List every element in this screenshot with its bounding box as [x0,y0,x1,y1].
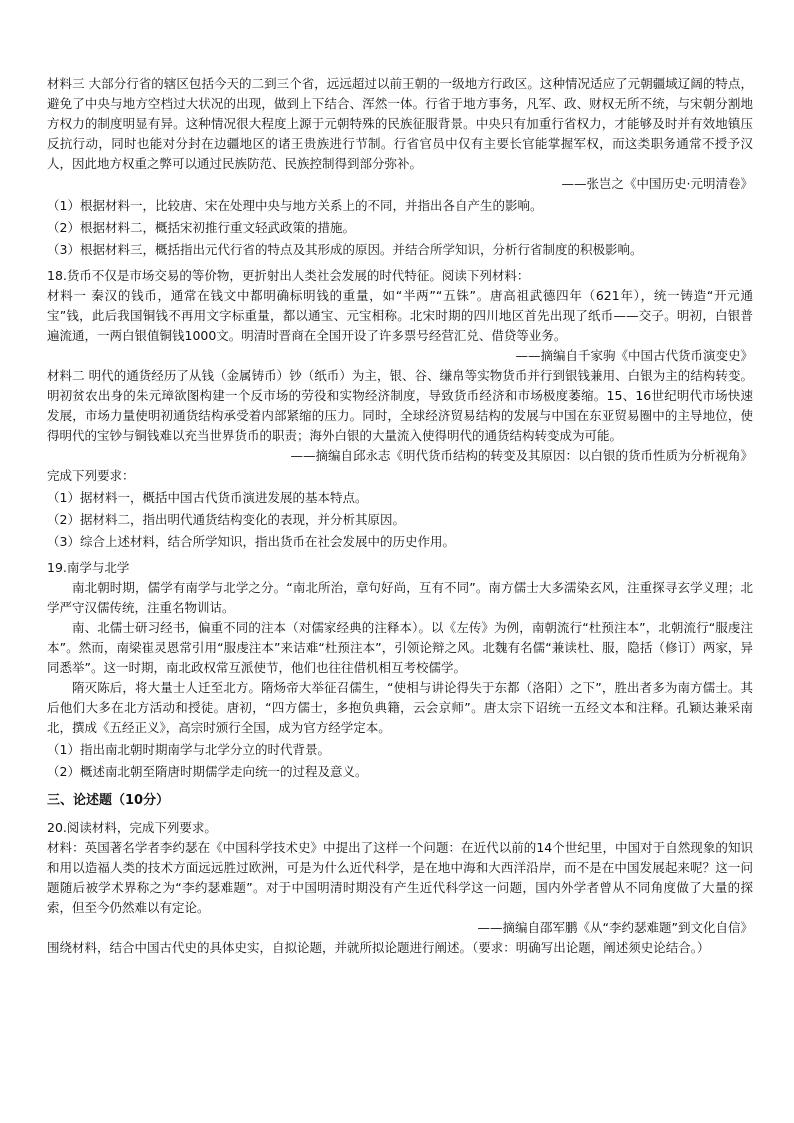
q19-question-2: （2）概述南北朝至隋唐时期儒学走向统一的过程及意义。 [47,764,368,779]
q17-question-3: （3）根据材料三，概括指出元代行省的特点及其形成的原因。并结合所学知识，分析行省制度的积极影响。 [47,242,643,257]
q17-question-1: （1）根据材料一，比较唐、宋在处理中央与地方关系上的不同，并指出各自产生的影响。 [47,198,543,213]
q19-paragraph-3: 隋灭陈后，将大量士人迁至北方。隋炀帝大举征召儒生，“使相与讲论得失于东都（洛阳）之下”，胜出者多为南方儒士。其后他们大多在北方活动和授徒。唐初，“四方儒士，多抱负典籍，云会京师”。唐太宗下诏统一五经文本和注释。孔颖达兼采南北，撰成《五经正义》，高宗时颁行全国，成为官方经学定本。 [47,680,753,735]
q19-title: 19.南学与北学 [47,560,130,575]
q18-title: 18.货币不仅是市场交易的等价物，更折射出人类社会发展的时代特征。阅读下列材料： [47,268,530,283]
q18-instruction: 完成下列要求： [47,468,135,483]
q20-material: 材料：英国著名学者李约瑟在《中国科学技术史》中提出了这样一个问题：在近代以前的14个世纪里，中国对于自然现象的知识和用以造福人类的技术方面远远胜过欧洲，可是为什么近代科学，是在地中海和大西洋沿岸，而不是在中国发展起来呢？这一问题随后被学术界称之为“李约瑟难题”。对于中国明清时期没有产生近代科学这一问题，国内外学者曾从不同角度做了大量的探索，但至今仍然难以有定论。 [47,840,753,915]
q18-question-3: （3）综合上述材料，结合所学知识，指出货币在社会发展中的历史作用。 [47,534,455,549]
q18-material-1: 材料一 秦汉的钱币，通常在钱文中都明确标明钱的重量，如“半两”“五铢”。唐高祖武德四年（621年），统一铸造“开元通宝”钱，此后我国铜钱不再用文字标重量，都以通宝、元宝相称。北宋时期的四川地区首先出现了纸币——交子。明初，白银普遍流通，一两白银值铜钱1000文。明清时晋商在全国开设了许多票号经营汇兑、借贷等业务。 [47,288,753,343]
q19-paragraph-2: 南、北儒士研习经书，偏重不同的注本（对儒家经典的注释本）。以《左传》为例，南朝流行“杜预注本”，北朝流行“服虔注本”。然而，南梁崔灵恩常引用“服虔注本”来诘难“杜预注本”，引领论辩之风。北魏有名儒“兼读杜、服，隐括（修订）两家，异同悉举”。这一时期，南北政权常互派使节，他们也往往借机相互考校儒学。 [47,620,753,675]
section-heading: 三、论述题（10分） [47,793,170,808]
q17-material-3: 材料三 大部分行省的辖区包括今天的二到三个省，远远超过以前王朝的一级地方行政区。这种情况适应了元朝疆域辽阔的特点，避免了中央与地方空档过大状况的出现，做到上下结合、浑然一体。行省于地方事务，凡军、政、财权无所不统，与宋朝分割地方权力的制度明显有异。这种情况很大程度上源于元朝特殊的民族征服背景。中央只有加重行省权力，才能够及时并有效地镇压反抗行动，同时也能对分封在边疆地区的诸王贵族进行节制。行省官员中仅有主要长官能掌握军权，而这类职务通常不授予汉人，因此地方权重之弊可以通过民族防范、民族控制得到部分弥补。 [47,76,753,171]
q19-question-1: （1）指出南北朝时期南学与北学分立的时代背景。 [47,742,330,757]
q17-question-2: （2）根据材料二，概括宋初推行重文轻武政策的措施。 [47,220,355,235]
q18-material-2: 材料二 明代的通货经历了从钱（金属铸币）钞（纸币）为主，银、谷、缣帛等实物货币并行到银钱兼用、白银为主的结构转变。明初贫农出身的朱元璋欲图构建一个反市场的劳役和实物经济制度，导致货币经济和市场极度萎缩。15、16世纪明代市场快速发展，市场力量使明初通货结构承受着内部紧缩的压力。同时，全球经济贸易结构的发展与中国在东亚贸易圈中的主导地位，使得明代的宝钞与铜钱难以充当世界货币的职责；海外白银的大量流入使得明代的通货结构转变成为可能。 [47,368,753,443]
q18-source-2: ——摘编自邱永志《明代货币结构的转变及其原因：以白银的货币性质为分析视角》 [290,448,753,463]
q18-question-2: （2）据材料二，指出明代通货结构变化的表现，并分析其原因。 [47,512,405,527]
q20-title: 20.阅读材料，完成下列要求。 [47,820,217,835]
q18-source-1: ——摘编自千家驹《中国古代货币演变史》 [515,348,753,363]
q20-requirement: 围绕材料，结合中国古代史的具体史实，自拟论题，并就所拟论题进行阐述。（要求：明确写出论题，阐述须史论结合。） [47,940,710,955]
q20-source: ——摘编自邵军鹏《从“李约瑟难题”到文化自信》 [477,920,753,935]
q18-question-1: （1）据材料一，概括中国古代货币演进发展的基本特点。 [47,490,368,505]
q17-source-3: ——张岂之《中国历史·元明清卷》 [561,176,753,191]
exam-page [47,74,753,958]
q19-paragraph-1: 南北朝时期，儒学有南学与北学之分。“南北所治，章句好尚，互有不同”。南方儒士大多濡染玄风，注重探寻玄学义理；北学严守汉儒传统，注重名物训诂。 [47,580,753,615]
